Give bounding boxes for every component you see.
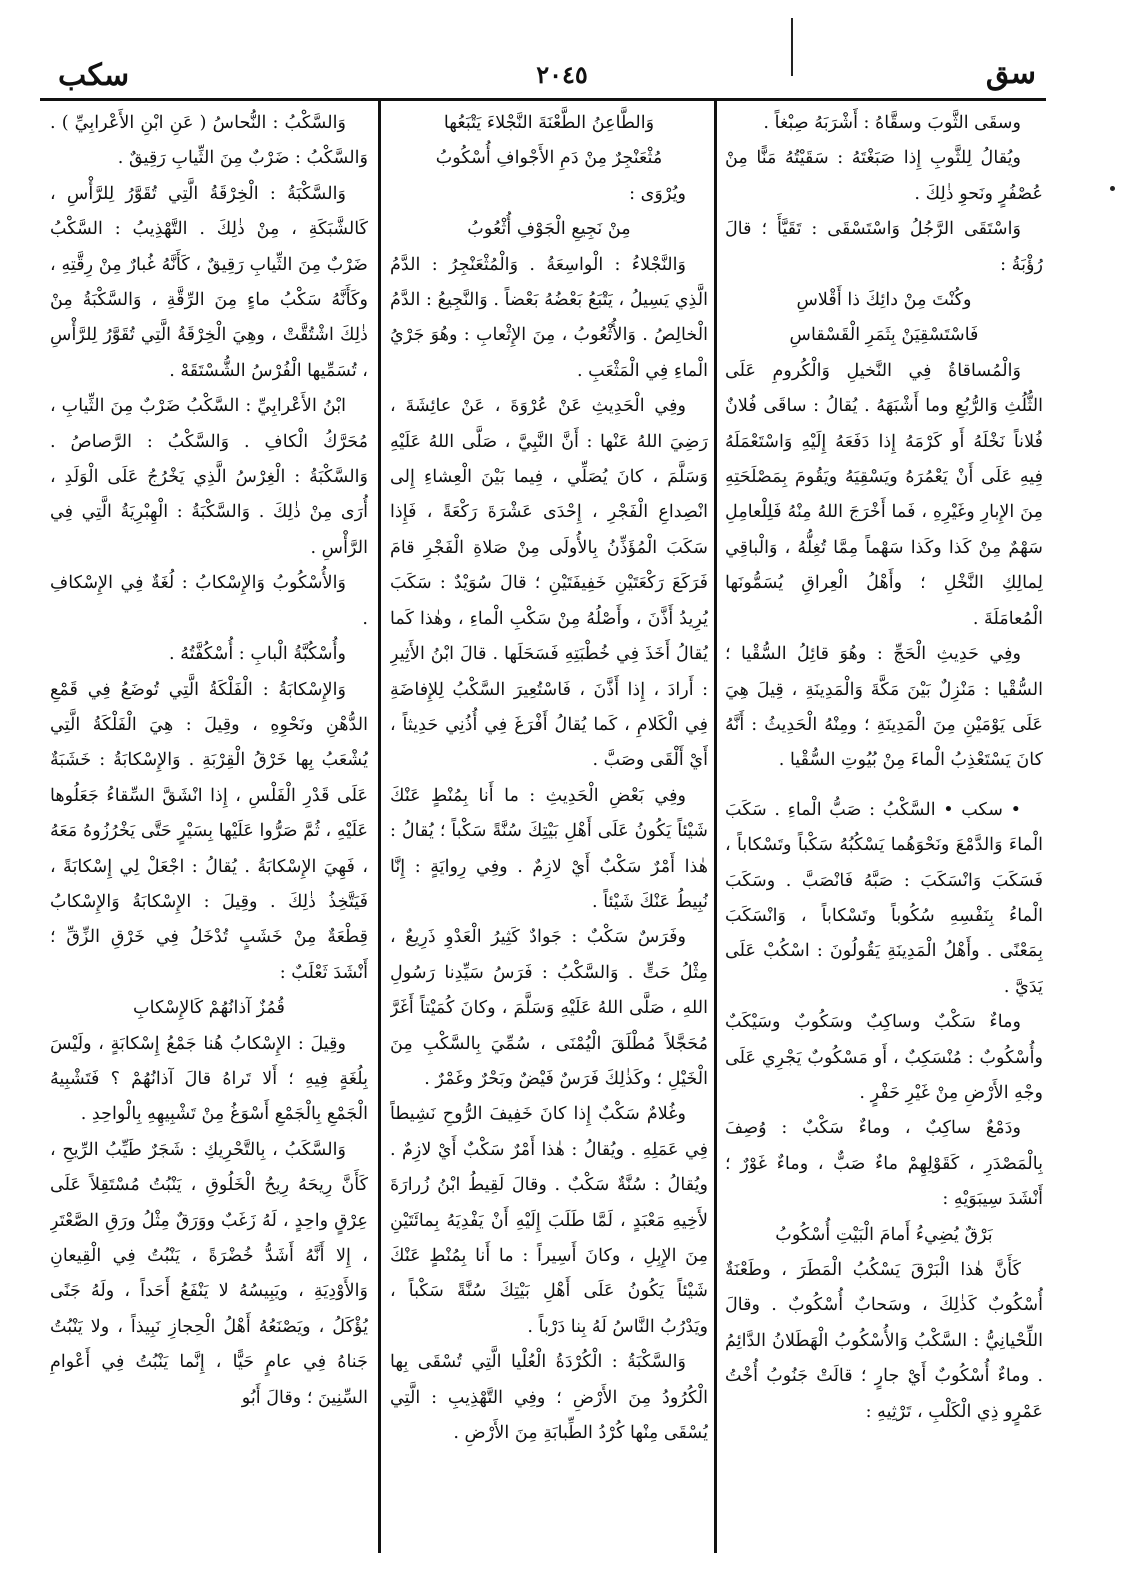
header-root-right: سق <box>985 56 1036 91</box>
header-rule <box>40 98 1046 101</box>
col-right-p9: ودَمْعٌ ساكِبٌ ، وماءٌ سَكْبٌ : وُصِفَ بِالْمَصْدَرِ ، كَقَوْلِهِمْ ماءٌ صَبٌّ ، وماءٌ غَوْرٌ ؛ أَنْشَدَ سِيبَوَيْهِ : <box>725 1118 1043 1210</box>
col-left-p3: وَالأُسْكُوبُ وَالإِسْكابُ : لُغَةٌ فِي الإِسْكافِ . <box>50 573 368 629</box>
col-right-p0: وسقَى الثَّوبَ وسقَّاهُ : أَشْرَبَهُ صِبْغاً . <box>763 113 1021 133</box>
margin-dot <box>1110 186 1115 191</box>
col-left-p4: وأُسْكُبَّةُ الْبابِ : أُسْكُفَّتُهُ . <box>169 644 346 665</box>
col-left-verse-1: قُمُزٌ آذانُهُمْ كَالإِسْكابِ <box>133 998 285 1019</box>
col-middle-p6: وفِي بَعْضِ الْحَدِيثِ : ما أَنا بِمُنْطٍ عَنْكَ شَيْئاً يَكُونُ عَلَى أَهْلِ بَيْتِكَ سُنَّةً سَكْباً ؛ يُقالُ : هٰذا أَمْرٌ سَكْبٌ أَيْ لازِمٌ . وفِي رِوايَةٍ : إِنَّا نُبِيطُ عَنْكَ شَيْئاً . <box>390 785 708 912</box>
col-middle-p5: وفِي الْحَدِيثِ عَنْ عُرْوَةَ ، عَنْ عائِشَةَ ، رَضِيَ اللهُ عَنْها : أَنَّ النَّبِيَّ ، صَلَّى اللهُ عَلَيْهِ وَسَلَّمَ ، كانَ يُصَلِّي ، فِيما بَيْنَ الْعِشاءِ إِلى انْصِداعِ الْفَجْرِ ، إِحْدَى عَشْرَةَ رَكْعَةً ، فَإِذا سَكَبَ الْمُؤَذِّنُ بِالأُولَى مِنْ صَلاةِ الْفَجْرِ قامَ فَرَكَعَ رَكْعَتَيْنِ خَفِيفَتَيْنِ ؛ قالَ سُوَيْدٌ : سَكَبَ يُرِيدُ أَذَّنَ ، وأَصْلُهُ مِنْ سَكْبِ الْماءِ ، وهٰذا كَما يُقالُ أَخَذَ فِي خُطْبَتِهِ فَسَحَلَها . قالَ ابْنُ الأَثِيرِ : أَرادَ ، إِذا أَذَّنَ ، فَاسْتُعِيرَ السَّكْبُ لِلإِفاضَةِ فِي الْكَلامِ ، كَما يُقالُ أَفْرَغَ فِي أُذُنِي حَدِيثاً ، أَيْ أَلْقَى وصَبَّ . <box>390 396 708 771</box>
col-right-verse-3: بَرْقٌ يُضِيءُ أَمامَ الْبَيْتِ أُسْكُوبُ <box>775 1224 993 1245</box>
col-middle-verse-3: مِنْ نَجِيعِ الْجَوْفِ أُثْعُوبُ <box>467 219 631 240</box>
col-right-p5: وَالْمُساقاةُ فِي النَّخيلِ وَالْكُرومِ عَلَى الثُّلُثِ وَالرُّبُعِ وما أَشْبَهَهُ . يُقالُ : ساقَى فُلانٌ فُلاناً نَخْلَهُ أَو كَرْمَهُ إِذا دَفَعَهُ إِلَيْهِ وَاسْتَعْمَلَهُ فِيهِ عَلَى أَنْ يَعْمُرَهُ ويَسْقِيَهُ ويَقُومَ بِمَصْلَحَتِهِ مِنَ الإِبارِ وغَيْرِهِ ، فَما أَخْرَجَ اللهُ مِنْهُ فَلِلْعامِلِ سَهْمٌ مِنْ كَذا وكَذا سَهْماً مِمَّا تُغِلُّهُ ، وَالْباقِي لِمالِكِ النَّخْلِ ؛ وأَهْلُ الْعِراقِ يُسَمُّونَها الْمُعامَلَةَ . <box>725 360 1043 629</box>
column-divider <box>378 101 381 1553</box>
col-right-p6: وفِي حَدِيثِ الْحَجِّ : وهُوَ قائِلُ السُّقْيا ؛ السُّقْيا : مَنْزِلٌ بَيْنَ مَكَّةَ وَالْمَدِينَةِ ، قِيلَ هِيَ عَلَى يَوْمَيْنِ مِنَ الْمَدِينَةِ ؛ ومِنْهُ الْحَدِيثُ : أَنَّهُ كانَ يَسْتَعْذِبُ الْماءَ مِنْ بُيُوتِ السُّقْيا . <box>725 644 1043 771</box>
col-right-p1: ويُقالُ لِلثَّوبِ إِذا صَبَغْتَهُ : سَقَيْتُهُ مَنًّا مِنْ عُصْفُرٍ ونَحوِ ذٰلِكَ . <box>725 148 1043 204</box>
col-left-p8: وَالسَّكَبُ ، بِالتَّحْرِيكِ : شَجَرٌ طَيِّبُ الرِّيحِ ، كَأَنَّ رِيحَهُ رِيحُ الْخَلُوقِ ، يَنْبُتُ مُسْتَقِلاً عَلَى عِرْقٍ واحِدٍ ، لَهُ زَغَبٌ ووَرَقٌ مِثْلُ ورَقِ الصَّعْتَرِ ، إِلا أَنَّهُ أَشَدُّ خُضْرَةً ، يَنْبُتُ فِي الْقِيعانِ وَالأَوْدِيَةِ ، ويَبِيسُهُ لا يَنْفَعُ أَحَداً ، ولَهُ جَنًى يُؤْكَلُ ، ويَصْنَعُهُ أَهْلُ الْحِجازِ نَبِيذاً ، ولا يَنْبُتُ جَناهُ فِي عامٍ حَيًّا ، إِنَّما يَنْبُتُ فِي أَعْوامِ السِّنِينَ ؛ وقالَ أَبُو <box>50 1139 368 1408</box>
col-middle-p2: ويُرْوَى : <box>629 183 686 204</box>
col-right-verse-1: وكُنْتَ مِنْ دائِكَ ذا أَقْلاسِ <box>796 290 972 311</box>
col-middle-verse-1: وَالطَّاعِنُ الطَّعْنَةَ النَّجْلاءَ يَتْبَعُها <box>443 113 655 133</box>
col-right-p2: وَاسْتَقَى الرَّجُلُ وَاسْتَسْقَى : تَقَيَّأَ ؛ قالَ رُؤْبَةُ : <box>725 219 1043 275</box>
column-middle <box>390 106 708 1550</box>
col-middle-p9: وَالسَّكْبَةُ : الْكُرْدَةُ الْعُلْيا الَّتِي تُسْقَى بِها الْكُرُودُ مِنَ الأَرْضِ ؛ وفِي التَّهْذِيبِ : الَّتِي يُسْقَى مِنْها كُرْدُ الطِّبابَةِ مِنَ الأَرْضِ . <box>390 1352 708 1444</box>
col-left-p5: وَالإِسْكابَةُ : الْفَلْكَةُ الَّتِي تُوضَعُ فِي قَمْعِ الدُّهْنِ ونَحْوِهِ ، وقِيلَ : هِيَ الْفَلْكَةُ الَّتِي يُشْعَبُ بِها خَرْقُ الْقِرْبَةِ . وَالإِسْكابَةُ : خَشَبَةٌ عَلَى قَدْرِ الْفَلْسِ ، إِذا انْشَقَّ السِّقاءُ جَعَلُوها عَلَيْهِ ، ثُمَّ صَرُّوا عَلَيْها بِسَيْرٍ حَتَّى يَخْرُزُوهُ مَعَهُ ، فَهِيَ الإِسْكابَةُ . يُقالُ : اجْعَلْ لِي إِسْكابَةً ، فَيَتَّخِذُ ذٰلِكَ . وقِيلَ : الإِسْكابَةُ وَالإِسْكابُ قِطْعَةٌ مِنْ خَشَبٍ تُدْخَلُ فِي خَرْقِ الزِّقِّ ؛ أَنْشَدَ ثَعْلَبٌ : <box>50 679 368 983</box>
col-middle-p7: وفَرَسٌ سَكْبٌ : جَوادٌ كَثِيرُ الْعَدْوِ ذَرِيعٌ ، مِثْلُ حَتٍّ . وَالسَّكْبُ : فَرَسُ سَيِّدِنا رَسُولِ اللهِ ، صَلَّى اللهُ عَلَيْهِ وَسَلَّمَ ، وكانَ كُمَيْتاً أَغَرَّ مُحَجَّلاً مُطْلَقَ الْيُمْنَى ، سُمِّيَ بِالسَّكْبِ مِنَ الْخَيْلِ ؛ وكَذٰلِكَ فَرَسٌ فَيْضٌ وبَحْرٌ وغَمْرٌ . <box>390 927 708 1089</box>
col-right-p8: وماءٌ سَكْبٌ وساكِبٌ وسَكُوبٌ وسَيْكَبٌ وأُسْكُوبٌ : مُنْسَكِبٌ ، أَو مَسْكُوبٌ يَجْرِي عَلَى وجْهِ الأَرْضِ مِنْ غَيْرِ حَفْرٍ . <box>725 1012 1043 1103</box>
col-right-verse-2: فَاسْتَسْقِيَنْ بِثَمَرِ الْقَسْقاسِ <box>789 325 979 346</box>
col-left-p0: وَالسَّكْبُ : النُّحاسُ ( عَنِ ابْنِ الأَعْرابِيِّ ) . وَالسَّكْبُ : ضَرْبٌ مِنَ الثِّيابِ رَقِيقٌ . <box>50 113 368 169</box>
col-middle-verse-2: مُثْعَنْجِرٌ مِنْ دَمِ الأَجْوافِ أُسْكُوبُ <box>435 148 663 169</box>
page-number: ٢٠٤٥ <box>536 60 588 89</box>
col-right-p11: كَأَنَّ هٰذا الْبَرْقَ يَسْكُبُ الْمَطَرَ ، وطَعْنَةٌ أُسْكُوبٌ كَذٰلِكَ ، وسَحابٌ أُسْكُوبٌ . وقالَ اللِّحْيانِيُّ : السَّكْبُ وَالأُسْكُوبُ الْهَطَلانُ الدَّائِمُ . وماءٌ أُسْكُوبٌ أَيْ جارٍ ؛ قالَتْ جَنُوبُ أُخْتُ عَمْرٍو ذِي الْكَلْبِ ، تَرْثِيهِ : <box>725 1260 1043 1422</box>
col-left-p1: وَالسَّكْبَةُ : الْخِرْقَةُ الَّتِي تُقَوَّرُ لِلرَّأْسِ ، كَالشَّبَكَةِ ، مِنْ ذٰلِكَ . التَّهْذِيبُ : السَّكْبُ ضَرْبٌ مِنَ الثِّيابِ رَقِيقٌ ، كَأَنَّهُ غُبارٌ مِنْ رِقَّتِهِ ، وكَأَنَّهُ سَكْبُ ماءٍ مِنَ الرِّقَّةِ ، وَالسَّكْبَةُ مِنْ ذٰلِكَ اشْتُقَّتْ ، وهِيَ الْخِرْقَةُ الَّتِي تُقَوَّرُ لِلرَّأْسِ ، تُسَمِّيها الْفُرْسُ الشُّسْتَقَهْ . <box>50 183 368 381</box>
col-left-p2: ابْنُ الأَعْرابِيِّ : السَّكْبُ ضَرْبٌ مِنَ الثِّيابِ ، مُحَرَّكُ الْكافِ . وَالسَّكْبُ : الرَّصاصُ . وَالسَّكْبَةُ : الْغِرْسُ الَّذِي يَخْرُجُ عَلَى الْوَلَدِ ، أُرَى مِنْ ذٰلِكَ . وَالسَّكْبَةُ : الْهِبْرِيَةُ الَّتِي فِي الرَّأْسِ . <box>50 396 368 558</box>
col-middle-p8: وغُلامٌ سَكْبٌ إِذا كانَ خَفِيفَ الرُّوحِ نَشِيطاً فِي عَمَلِهِ . ويُقالُ : هٰذا أَمْرٌ سَكْبٌ أَيْ لازِمٌ . ويُقالُ : سُنَّةٌ سَكْبٌ . وقالَ لَقِيطُ ابْنُ زُرارَةَ لأَخِيهِ مَعْبَدٍ ، لَمَّا طَلَبَ إِلَيْهِ أَنْ يَفْدِيَهُ بِمائَتَيْنِ مِنَ الإِبِلِ ، وكانَ أَسِيراً : ما أَنا بِمُنْطٍ عَنْكَ شَيْئاً يَكُونُ عَلَى أَهْلِ بَيْتِكَ سُنَّةً سَكْباً ، ويَدْرُبُ النَّاسُ لَهُ بِنا دَرْباً . <box>390 1104 708 1337</box>
col-left-p7: وقِيلَ : الإِسْكابُ هُنا جَمْعُ إِسْكابَةٍ ، ولَيْسَ بِلُغَةٍ فِيهِ ؛ أَلا تَراهُ قالَ آذانُهُمْ ؟ فَتَشْبِيهُ الْجَمْعِ بِالْجَمْعِ أَسْوَغُ مِنْ تَشْبِيهِهِ بِالْواحِدِ . <box>50 1033 368 1125</box>
column-right <box>725 106 1043 1550</box>
header-root-left: سكب <box>58 58 130 93</box>
entry-sakab: • سكب • السَّكْبُ : صَبُّ الْماءِ . سَكَبَ الْماءَ وَالدَّمْعَ ونَحْوَهُما يَسْكُبُهُ سَكْباً وتَسْكاباً ، فَسَكَبَ وَانْسَكَبَ : صَبَّهُ فَانْصَبَّ . وسَكَبَ الْماءُ بِنَفْسِهِ سُكُوباً وتَسْكاباً ، وَانْسَكَبَ بِمَعْنًى . وأَهْلُ الْمَدِينَةِ يَقُولُونَ : اسْكُبْ عَلَى يَدَيَّ . <box>725 799 1043 997</box>
col-middle-p4: وَالنَّجْلاءُ : الْواسِعَةُ . وَالْمُثْعَنْجِرُ : الدَّمُ الَّذِي يَسِيلُ ، يَتْبَعُ بَعْضُهُ بَعْضاً . وَالنَّجِيعُ : الدَّمُ الْخالِصُ . وَالأُثْعُوبُ ، مِنَ الإِثْعابِ : وهُوَ جَرْيُ الْماءِ فِي الْمَثْعَبِ . <box>390 254 708 381</box>
column-divider <box>714 101 717 1553</box>
column-left <box>50 106 368 1550</box>
